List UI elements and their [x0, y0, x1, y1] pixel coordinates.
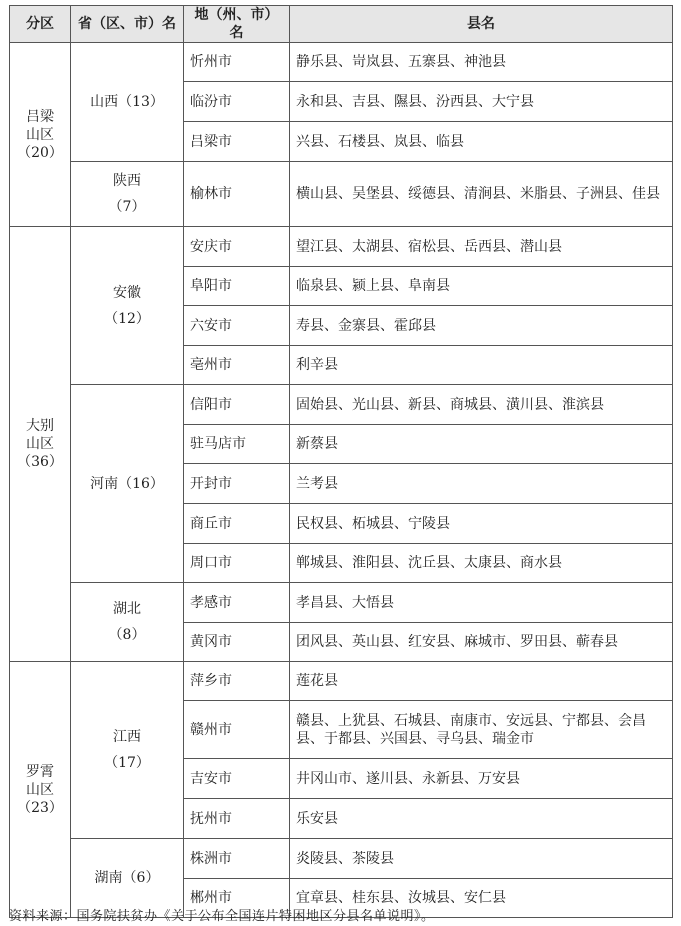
city-cell: 孝感市	[184, 583, 290, 623]
region-cell	[10, 227, 71, 662]
region-cell-line: 山区	[26, 781, 54, 798]
city-cell: 萍乡市	[184, 662, 290, 701]
county-cell: 赣县、上犹县、石城县、南康市、安远县、宁都县、会昌县、于都县、兴国县、寻乌县、瑞金市	[290, 701, 673, 759]
header-row	[10, 6, 673, 43]
city-cell: 安庆市	[184, 227, 290, 267]
region-cell-line: 吕梁	[26, 108, 54, 125]
province-cell	[71, 43, 184, 162]
county-cell: 兴县、石楼县、岚县、临县	[290, 122, 673, 162]
header-region: 分区	[10, 6, 71, 43]
table-row	[10, 662, 673, 701]
table-row	[10, 162, 673, 227]
region-cell-line: （36）	[17, 454, 63, 470]
county-cell: 永和县、吉县、隰县、汾西县、大宁县	[290, 82, 673, 122]
region-cell-line: 山区	[26, 436, 54, 452]
province-cell-line: 河南（16）	[90, 475, 164, 492]
region-cell-line: 山区	[26, 126, 54, 143]
city-cell: 开封市	[184, 464, 290, 504]
region-cell-line: （20）	[17, 144, 63, 161]
county-cell: 利辛县	[290, 346, 673, 385]
region-cell	[10, 662, 71, 918]
province-cell	[71, 662, 184, 839]
source-note: 资料来源：国务院扶贫办《关于公布全国连片特困地区分县名单说明》。	[9, 909, 435, 924]
poverty-county-table	[9, 5, 673, 918]
city-cell: 黄冈市	[184, 623, 290, 662]
county-cell: 静乐县、岢岚县、五寨县、神池县	[290, 43, 673, 82]
province-cell	[71, 385, 184, 583]
province-cell-line: （12）	[104, 310, 150, 327]
county-cell: 孝昌县、大悟县	[290, 583, 673, 623]
province-cell-line: （17）	[104, 755, 150, 771]
city-cell: 吉安市	[184, 759, 290, 799]
province-cell-line: 湖北	[113, 601, 141, 617]
city-cell: 驻马店市	[184, 425, 290, 464]
region-cell-line: （23）	[17, 799, 63, 816]
county-cell: 望江县、太湖县、宿松县、岳西县、潜山县	[290, 227, 673, 267]
county-cell: 兰考县	[290, 464, 673, 504]
table-row	[10, 583, 673, 623]
province-cell-line: （8）	[108, 627, 146, 643]
header-province: 省（区、市）名	[71, 6, 184, 43]
table-row	[10, 839, 673, 879]
city-cell: 忻州市	[184, 43, 290, 82]
province-cell-line: 安徽	[113, 284, 141, 301]
city-cell: 亳州市	[184, 346, 290, 385]
header-county: 县名	[290, 6, 673, 43]
city-cell: 株洲市	[184, 839, 290, 879]
county-cell: 固始县、光山县、新县、商城县、潢川县、淮滨县	[290, 385, 673, 425]
city-cell: 郴州市	[184, 879, 290, 918]
county-cell: 横山县、吴堡县、绥德县、清涧县、米脂县、子洲县、佳县	[290, 162, 673, 227]
county-cell: 团风县、英山县、红安县、麻城市、罗田县、蕲春县	[290, 623, 673, 662]
city-cell: 赣州市	[184, 701, 290, 759]
city-cell: 抚州市	[184, 799, 290, 839]
county-cell: 临泉县、颍上县、阜南县	[290, 267, 673, 306]
city-cell: 商丘市	[184, 504, 290, 544]
province-cell-line: 陕西	[113, 173, 141, 189]
county-cell: 炎陵县、茶陵县	[290, 839, 673, 879]
city-cell: 阜阳市	[184, 267, 290, 306]
county-cell: 莲花县	[290, 662, 673, 701]
table-row	[10, 227, 673, 267]
province-cell-line: 山西（13）	[90, 94, 164, 110]
county-cell: 寿县、金寨县、霍邱县	[290, 306, 673, 346]
city-cell: 六安市	[184, 306, 290, 346]
city-cell: 榆林市	[184, 162, 290, 227]
province-cell-line: 湖南（6）	[94, 870, 160, 886]
county-cell: 郸城县、淮阳县、沈丘县、太康县、商水县	[290, 544, 673, 583]
county-cell: 民权县、柘城县、宁陵县	[290, 504, 673, 544]
province-cell-line: 江西	[113, 729, 141, 745]
county-cell: 乐安县	[290, 799, 673, 839]
province-cell-line: （7）	[108, 199, 146, 215]
county-cell: 宜章县、桂东县、汝城县、安仁县	[290, 879, 673, 918]
city-cell: 临汾市	[184, 82, 290, 122]
table-row	[10, 43, 673, 82]
city-cell: 吕梁市	[184, 122, 290, 162]
region-cell	[10, 43, 71, 227]
city-cell: 周口市	[184, 544, 290, 583]
county-cell: 井冈山市、遂川县、永新县、万安县	[290, 759, 673, 799]
province-cell	[71, 227, 184, 385]
table-row	[10, 385, 673, 425]
province-cell	[71, 583, 184, 662]
province-cell	[71, 162, 184, 227]
region-cell-line: 罗霄	[26, 763, 54, 780]
city-cell: 信阳市	[184, 385, 290, 425]
county-cell: 新蔡县	[290, 425, 673, 464]
header-city: 地（州、市）名	[184, 6, 290, 43]
region-cell-line: 大别	[26, 418, 54, 434]
